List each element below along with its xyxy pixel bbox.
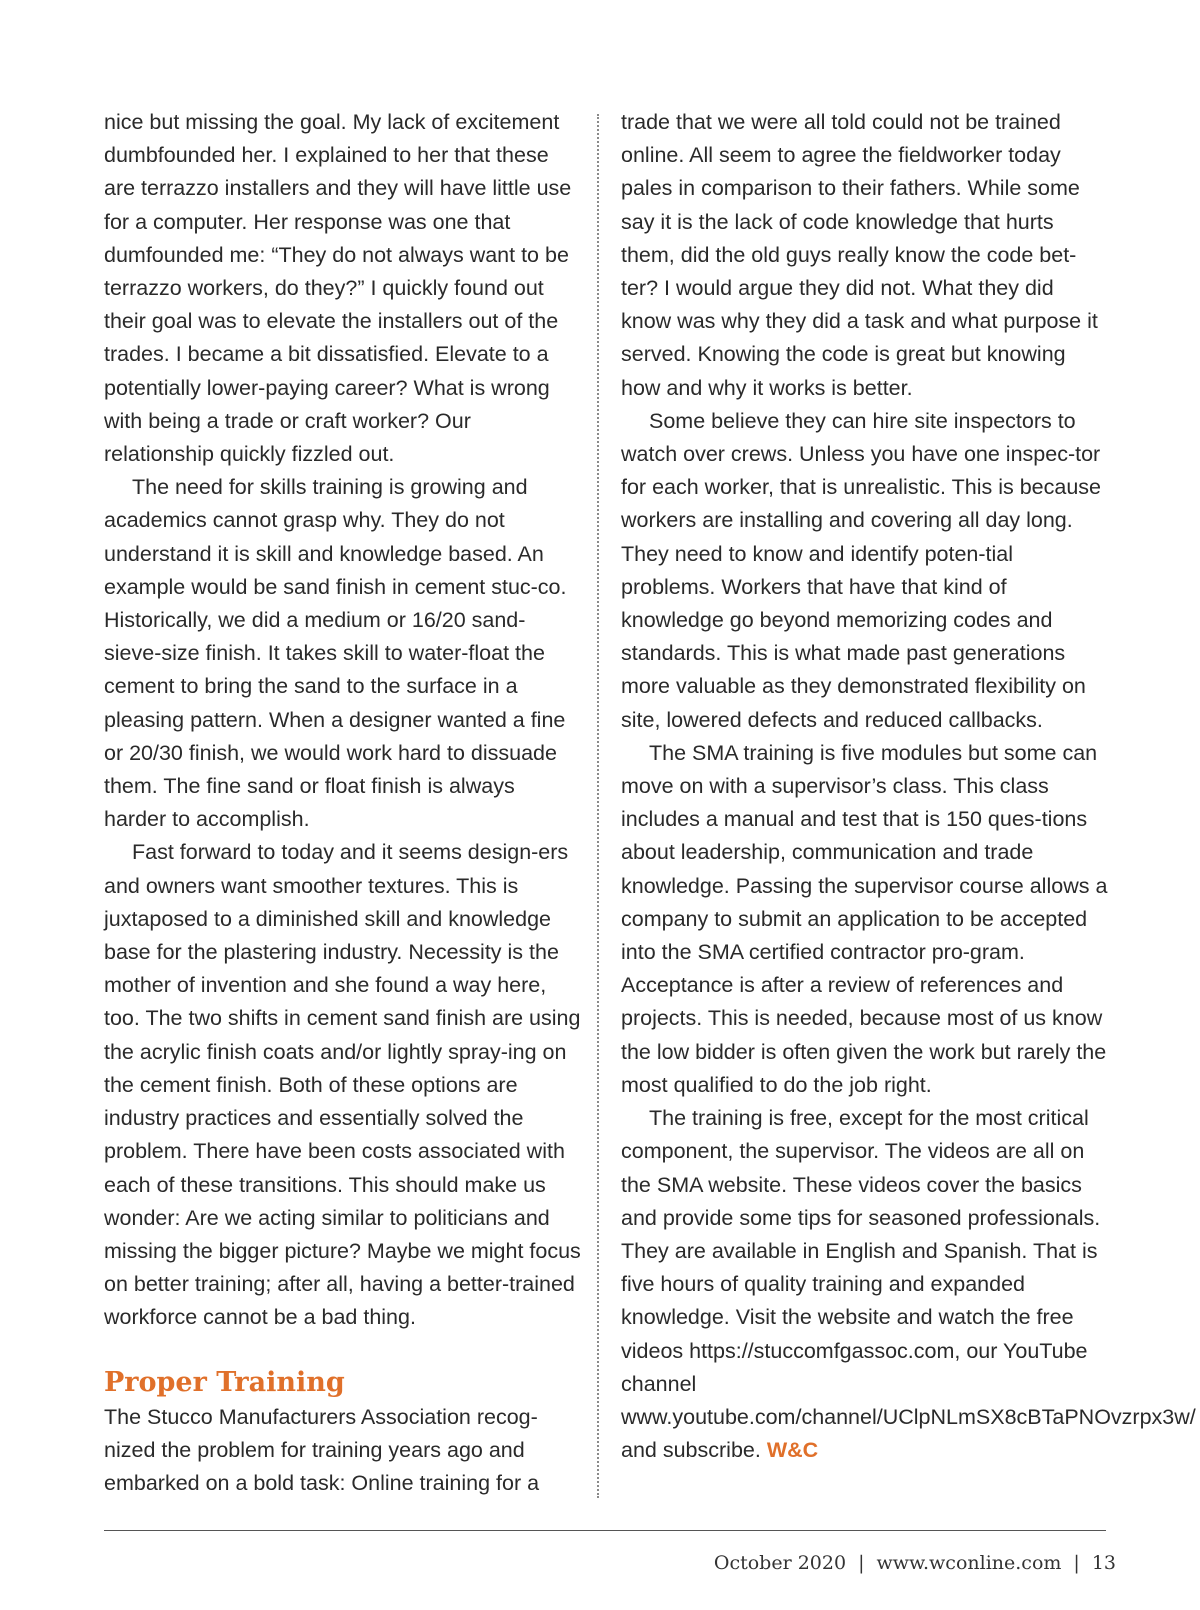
right-paragraph-2: Some believe they can hire site inspectors to watch over crews. Unless you have one inspec-tor for each worker, that is unrealistic. This is because workers are installing and covering all day long. They need to know and identify poten-tial problems. Workers that have that kind of knowledge go beyond memorizing codes and standards. This is what made past generations more valuable as they demonstrated flexibility on site, lowered defects and reduced callbacks. bbox=[621, 408, 1101, 732]
footer-rule bbox=[104, 1530, 1106, 1531]
left-paragraph-1: nice but missing the goal. My lack of excitement dumbfounded her. I explained to her that these are terrazzo installers and they will have little use for a computer. Her response was one that dumfounded me: “They do not always want to be terrazzo workers, do they?” I quickly found out their goal was to elevate the installers out of the trades. I became a bit dissatisfied. Elevate to a potentially lower-paying career? What is wrong with being a trade or craft worker? Our relationship quickly fizzled out. bbox=[104, 110, 572, 467]
signoff-mark: W&C bbox=[766, 1438, 819, 1463]
right-paragraph-1: trade that we were all told could not be trained online. All seem to agree the fieldworker today pales in comparison to their fathers. While some say it is the lack of code knowledge that hurts them, did the old guys really know the code bet-ter? I would argue they did not. What they did know was why they did a task and what purpose it served. Knowing the code is great but knowing how and why it works is better. bbox=[621, 110, 1098, 400]
left-paragraph-2: The need for skills training is growing and academics cannot grasp why. They do not understand it is skill and knowledge based. An example would be sand finish in cement stuc-co. Historically, we did a medium or 16/20 sand-sieve-size finish. It takes skill to water-float the cement to bring the sand to the surface in a pleasing pattern. When a designer wanted a fine or 20/30 finish, we would work hard to dissuade them. The fine sand or float finish is always harder to accomplish. bbox=[104, 475, 567, 832]
page-number: 13 bbox=[1091, 1552, 1116, 1574]
footer-separator-1: | bbox=[858, 1552, 865, 1574]
column-divider bbox=[597, 114, 599, 1498]
page-footer bbox=[714, 1552, 1116, 1574]
right-paragraph-3: The SMA training is five modules but some can move on with a supervisor’s class. This class includes a manual and test that is 150 ques-tions about leadership, communication and trade knowledge. Passing the supervisor course allows a company to submit an application to be accepted into the SMA certified contractor pro-gram. Acceptance is after a review of references and projects. This is needed, because most of us know the low bidder is often given the work but rarely the most qualified to do the job right. bbox=[621, 740, 1108, 1097]
section-heading: Proper Training bbox=[104, 1366, 345, 1398]
final-paragraph bbox=[621, 1102, 1196, 1467]
footer-website: www.wconline.com bbox=[876, 1552, 1062, 1574]
left-column bbox=[104, 106, 582, 1500]
left-paragraph-3: Fast forward to today and it seems design-ers and owners want smoother textures. This is juxtaposed to a diminished skill and knowledge base for the plastering industry. Necessity is the mother of invention and she found a way here, too. The two shifts in cement sand finish are using the acrylic finish coats and/or lightly spray-ing on the cement finish. Both of these options are industry practices and essentially solved the problem. There have been costs associated with each of these transitions. This should make us wonder: Are we acting similar to politicians and missing the bigger picture? Maybe we might focus on better training; after all, having a better-trained workforce cannot be a bad thing. bbox=[104, 840, 581, 1330]
right-column bbox=[621, 106, 1196, 1467]
footer-date: October 2020 bbox=[713, 1552, 847, 1574]
footer-separator-2: | bbox=[1073, 1552, 1080, 1574]
final-paragraph-text: The training is free, except for the most critical component, the supervisor. The videos are all on the SMA website. These videos cover the basics and provide some tips for seasoned professionals. They are available in English and Spanish. That is five hours of quality training and expanded knowledge. Visit the website and watch the free videos https://stuccomfgassoc.com, our YouTube channel www.youtube.com/channel/UClpNLmSX8cBTaPNOvzrpx3w/ and subscribe. bbox=[621, 1106, 1196, 1463]
section-paragraph: The Stucco Manufacturers Association recog-nized the problem for training years ago and embarked on a bold task: Online training for a bbox=[104, 1404, 540, 1495]
